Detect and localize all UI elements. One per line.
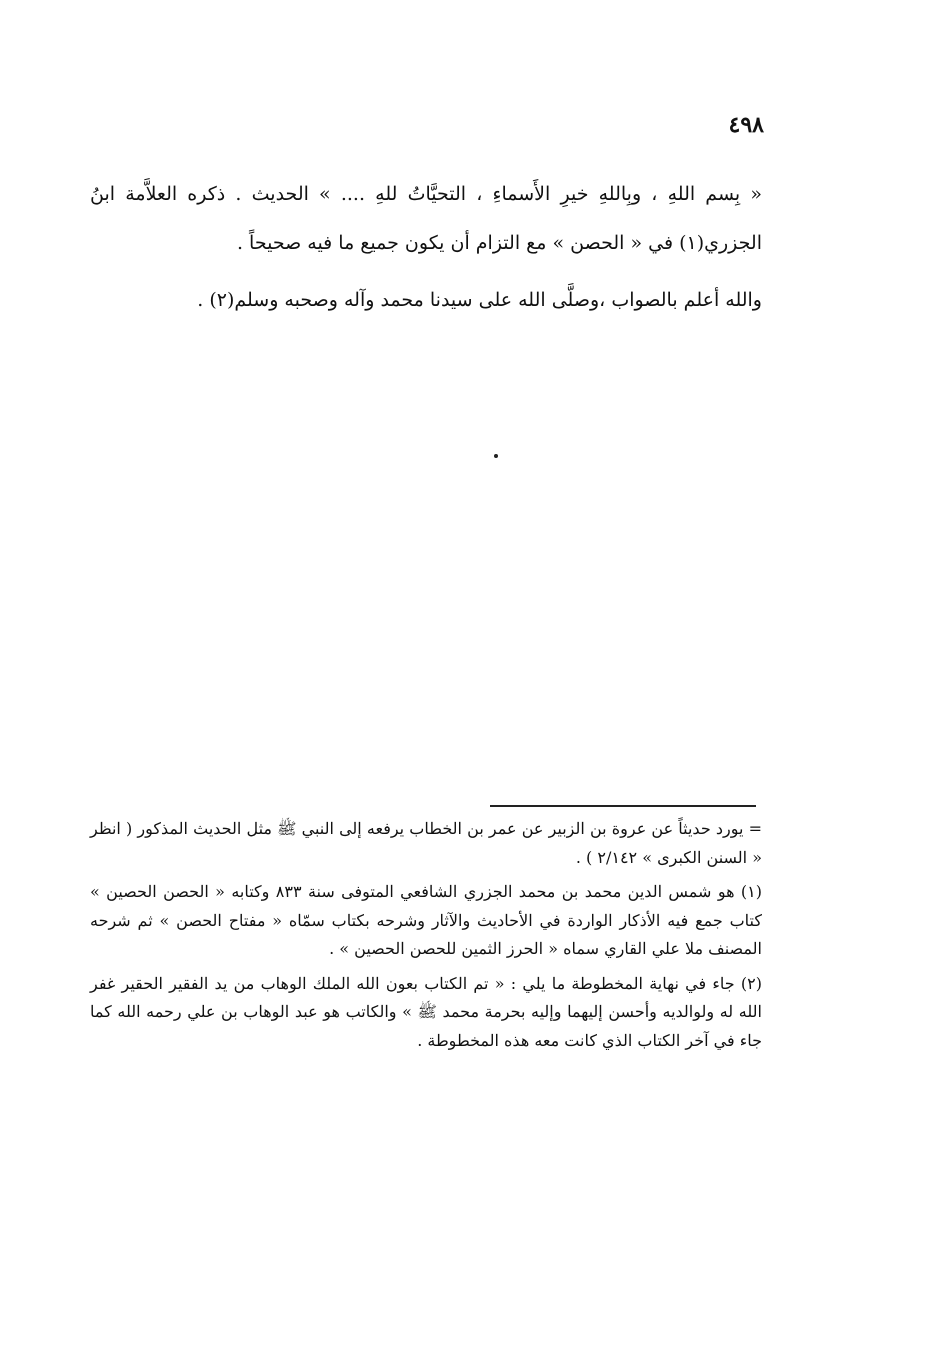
footnote-rule: [490, 805, 756, 807]
footnote-1: (١) هو شمس الدين محمد بن محمد الجزري الشافعي المتوفى سنة ٨٣٣ وكتابه « الحصن الحصين » كتاب جمع فيه الأذكار الواردة في الأحاديث والآثار وشرحه بكتاب سمّاه « مفتاح الحصن » ثم شرحه المصنف ملا علي القاري سماه « الحرز الثمين للحصن الحصين » .: [90, 882, 762, 958]
stray-dot: [494, 454, 498, 458]
footnotes: [90, 815, 762, 1061]
footnote-continuation: = يورد حديثاً عن عروة بن الزبير عن عمر بن الخطاب يرفعه إلى النبي ﷺ مثل الحديث المذكور ( انظر « السنن الكبرى » ٢/١٤٢ ) .: [90, 819, 762, 867]
main-text: [90, 170, 762, 325]
main-paragraph: « بِسم اللهِ ، وبِاللهِ خيرِ الأَسماءِ ، التحيَّاتُ للهِ .... » الحديث . ذكره العلاَّمة ابنُ الجزري(١) في « الحصن » مع التزام أن يكون جميع ما فيه صحيحاً .: [90, 183, 762, 254]
page-number: ٤٩٨: [728, 112, 764, 138]
footnote-2: (٢) جاء في نهاية المخطوطة ما يلي : « تم الكتاب بعون الله الملك الوهاب من يد الفقير الحقير غفر الله له ولوالديه وأحسن إليهما وإليه بحرمة محمد ﷺ » والكاتب هو عبد الوهاب بن علي رحمه الله كما جاء في آخر الكتاب الذي كانت معه هذه المخطوطة .: [90, 973, 762, 1050]
closing-paragraph: والله أعلم بالصواب ،وصلَّى الله على سيدنا محمد وآله وصحبه وسلم(٢) .: [197, 289, 762, 311]
